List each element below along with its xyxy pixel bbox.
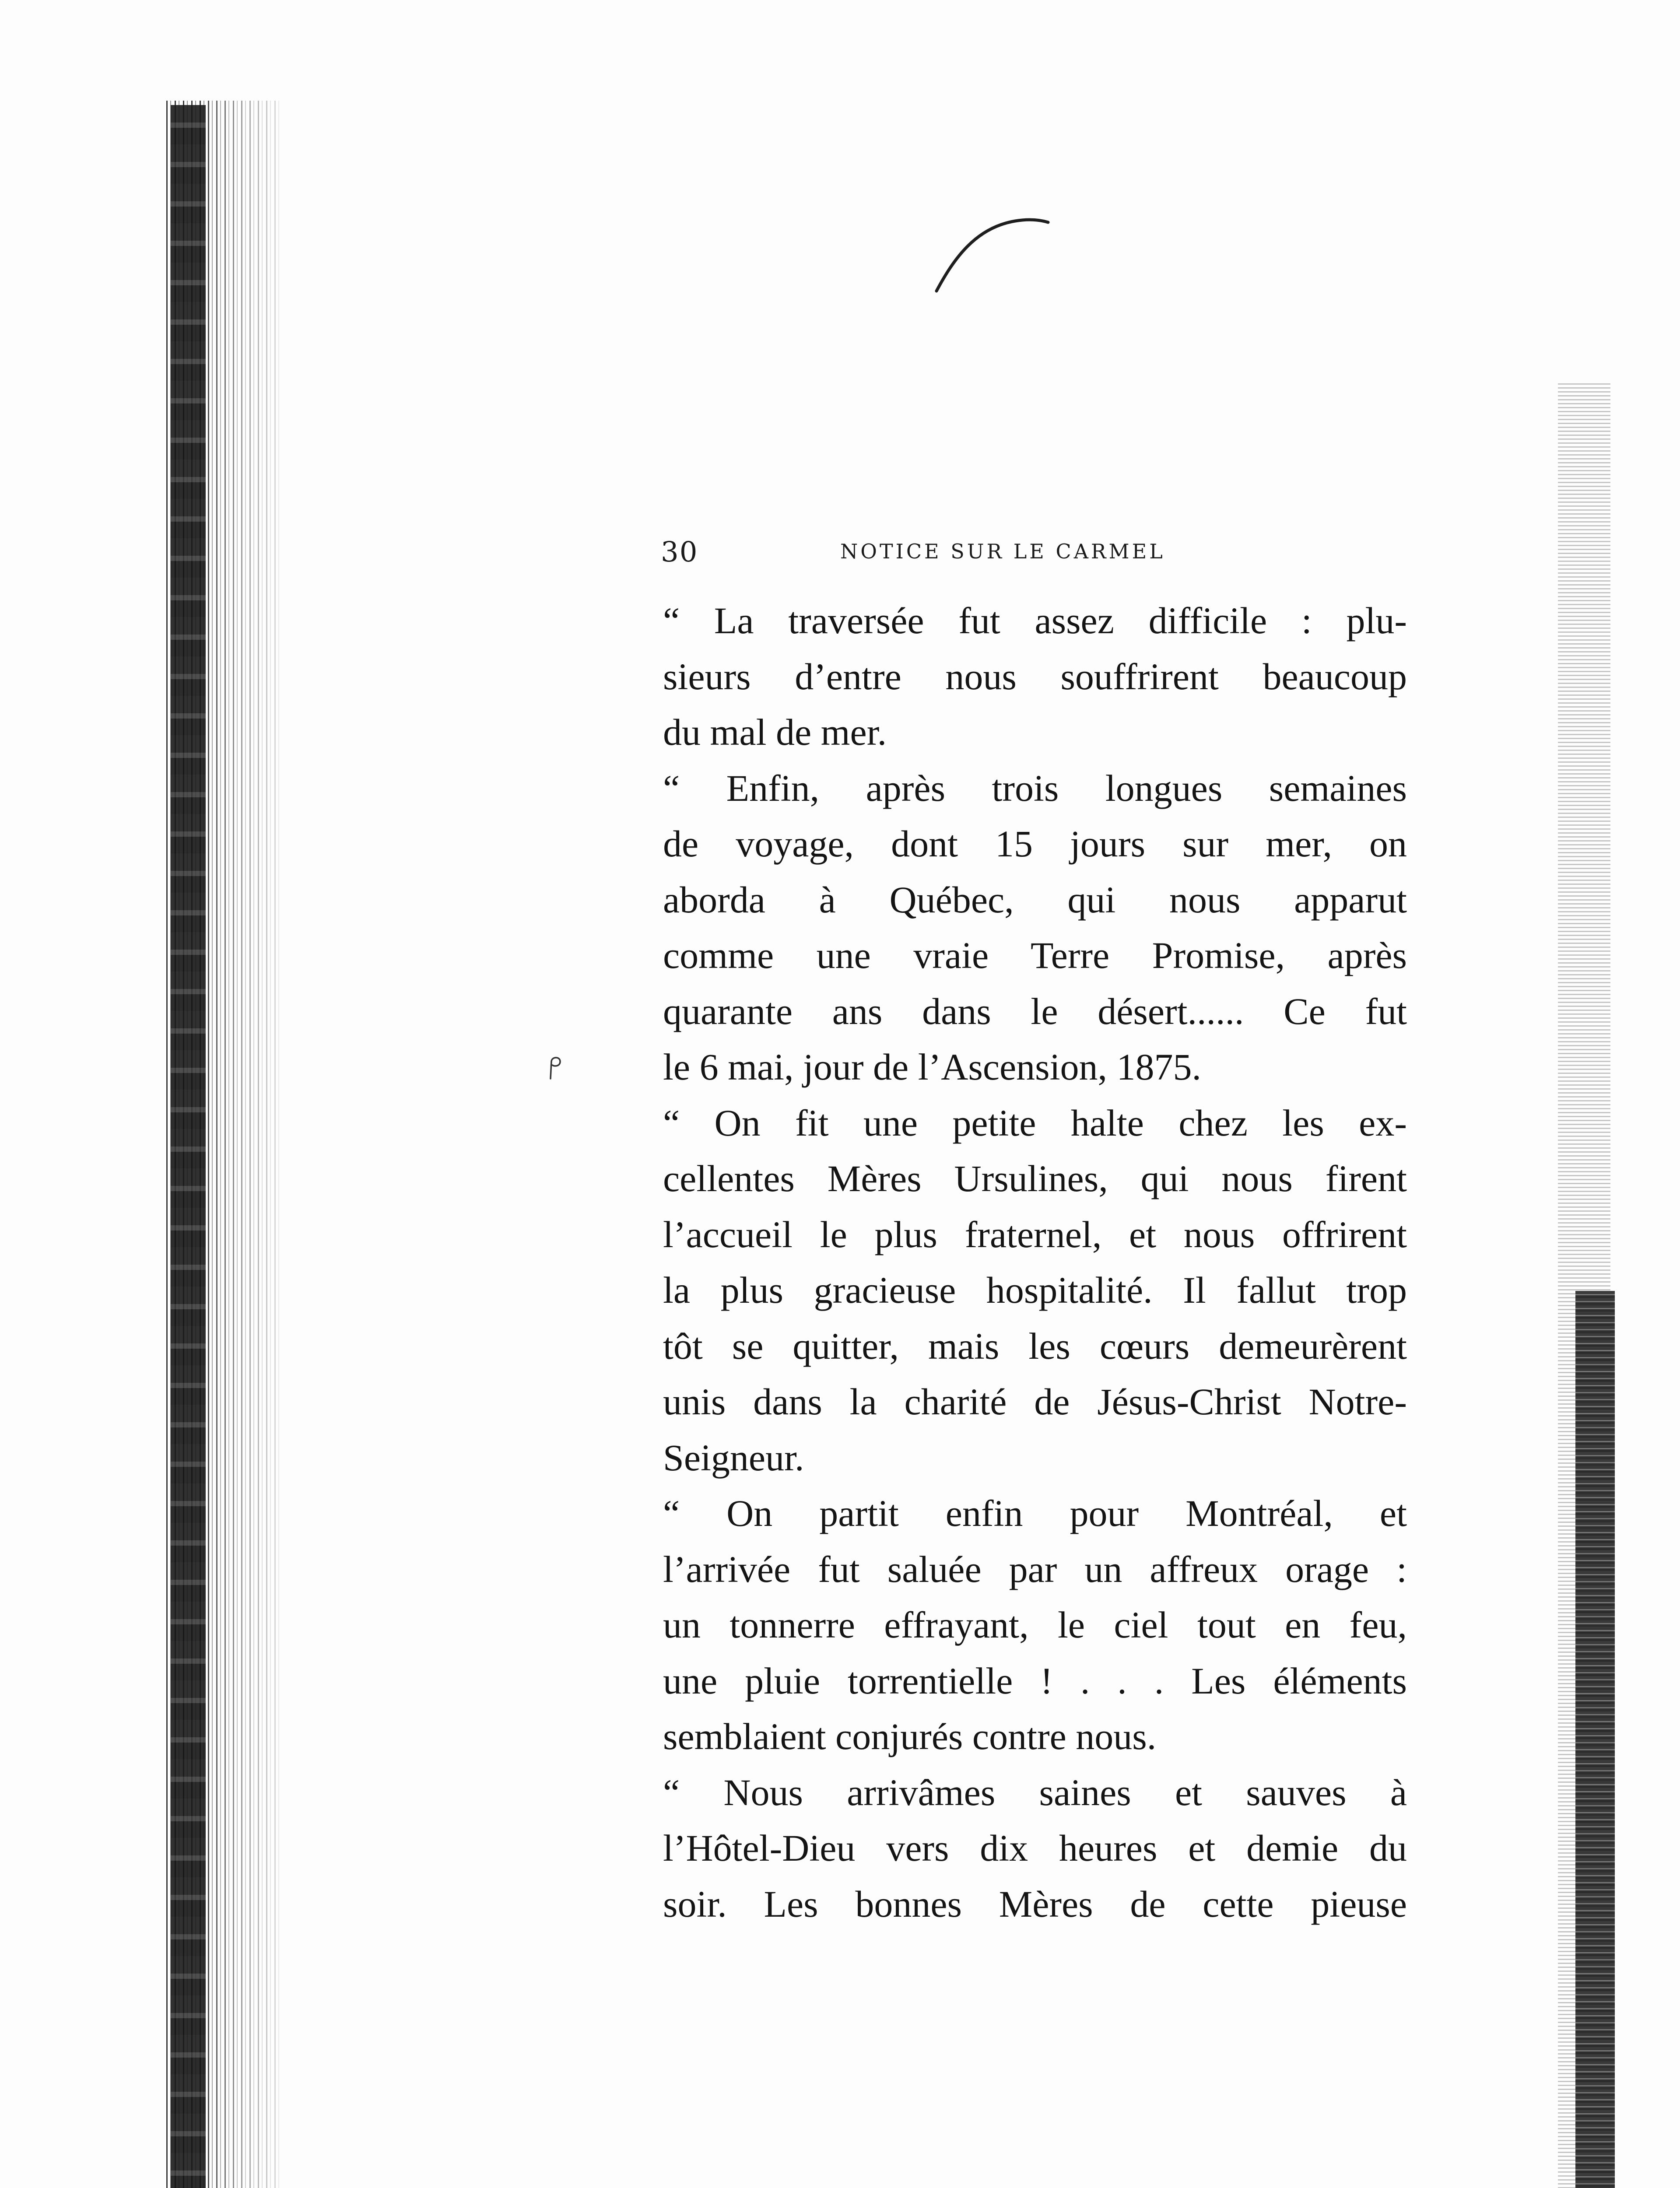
- text-line: aborda à Québec, qui nous apparut: [663, 878, 1407, 921]
- text-line: sieurs d’entre nous souffrirent beaucoup: [663, 655, 1407, 698]
- running-head: NOTICE SUR LE CARMEL: [840, 540, 1165, 563]
- text-line: semblaient conjurés contre nous.: [663, 1715, 1157, 1757]
- text-line: la plus gracieuse hospitalité. Il fallut trop: [663, 1269, 1407, 1311]
- text-line: Seigneur.: [663, 1436, 804, 1479]
- text-line: une pluie torrentielle ! . . . Les éléments: [663, 1659, 1407, 1702]
- text-line: tôt se quitter, mais les cœurs demeurèrent: [663, 1325, 1407, 1367]
- text-line: “ Enfin, après trois longues semaines: [663, 767, 1407, 809]
- text-line: un tonnerre effrayant, le ciel tout en feu,: [663, 1604, 1407, 1646]
- text-line: soir. Les bonnes Mères de cette pieuse: [663, 1883, 1407, 1925]
- page-number: 30: [661, 536, 698, 568]
- text-line: “ Nous arrivâmes saines et sauves à: [663, 1771, 1407, 1813]
- text-line: “ On fit une petite halte chez les ex-: [663, 1101, 1407, 1144]
- text-line: de voyage, dont 15 jours sur mer, on: [663, 823, 1407, 865]
- text-line: quarante ans dans le désert...... Ce fut: [663, 990, 1407, 1032]
- body-text: [663, 593, 1407, 1932]
- page-header: [661, 536, 1405, 571]
- text-line: “ La traversée fut assez difficile : plu-: [663, 600, 1407, 642]
- text-line: comme une vraie Terre Promise, après: [663, 934, 1407, 976]
- text-line: cellentes Mères Ursulines, qui nous firent: [663, 1157, 1407, 1199]
- text-line: le 6 mai, jour de l’Ascension, 1875.: [663, 1046, 1202, 1088]
- text-line: l’arrivée fut saluée par un affreux orage :: [663, 1548, 1407, 1590]
- margin-pencil-mark: [547, 1055, 565, 1081]
- text-line: du mal de mer.: [663, 711, 887, 753]
- right-page-edge-shadow: [1575, 1291, 1615, 2188]
- text-line: “ On partit enfin pour Montréal, et: [663, 1492, 1407, 1534]
- text-line: l’accueil le plus fraternel, et nous offrirent: [663, 1213, 1407, 1255]
- text-line: l’Hôtel-Dieu vers dix heures et demie du: [663, 1827, 1407, 1869]
- left-binding-shadow: [171, 105, 206, 2188]
- pencil-stroke-mark: [928, 210, 1050, 298]
- text-line: unis dans la charité de Jésus-Christ Notre-: [663, 1381, 1407, 1423]
